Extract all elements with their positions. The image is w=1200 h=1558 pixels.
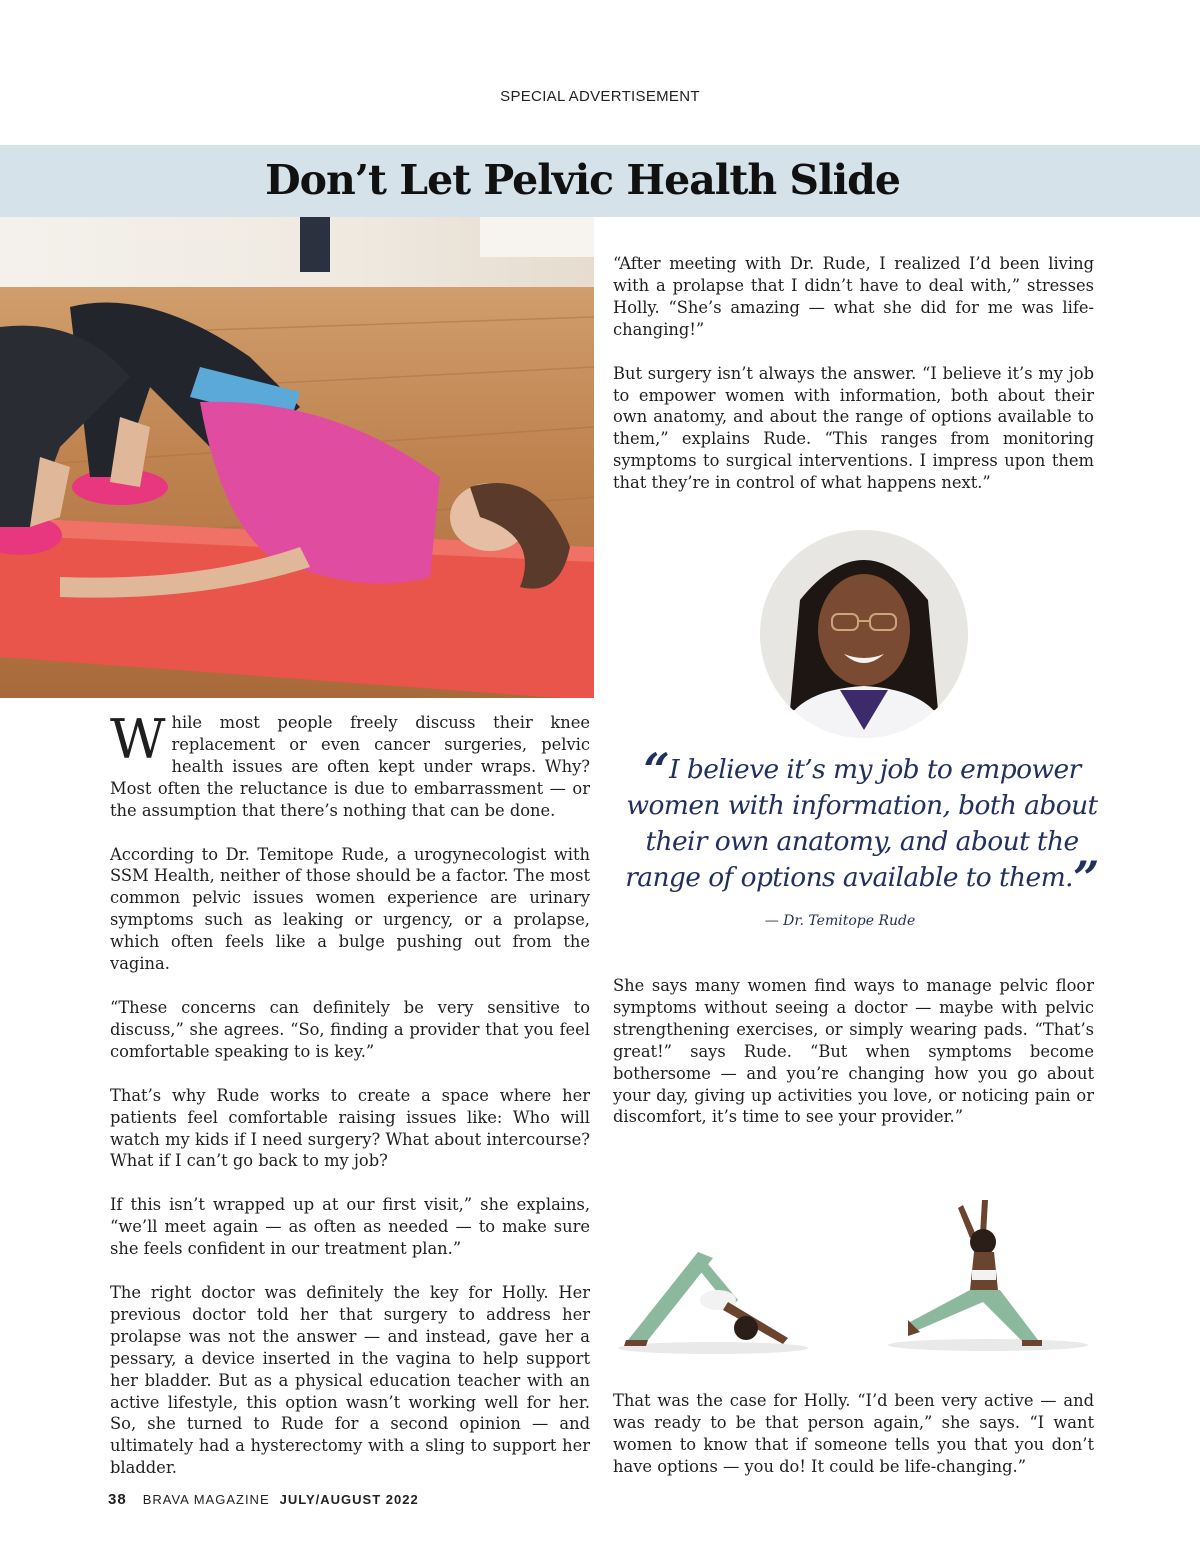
paragraph: “After meeting with Dr. Rude, I realized I’d been living with a prolapse that I didn’t have to deal with,” stresses Holly. “She’s amazing — what she did for me was life-changing!” xyxy=(613,254,1094,339)
right-column-middle xyxy=(613,975,1094,1150)
page-number: 38 xyxy=(108,1491,127,1508)
right-column-bottom xyxy=(613,1390,1094,1500)
doctor-portrait xyxy=(760,530,968,738)
paragraph: According to Dr. Temitope Rude, a urogynecologist with SSM Health, neither of those should be a factor. The most common pelvic issues women experience are urinary symptoms such as leaking or urgency, or a prolapse, which often feels like a bulge pushing out from the vagina. xyxy=(110,844,590,974)
downward-dog-figure xyxy=(624,1252,788,1346)
pull-quote-line: range of options available to them.” xyxy=(625,851,1099,905)
page-title: Don’t Let Pelvic Health Slide xyxy=(265,156,900,204)
exercise-photo xyxy=(0,217,594,698)
warrior-pose-figure xyxy=(908,1200,1042,1346)
pull-quote-line: “I believe it’s my job to empower xyxy=(643,743,1081,797)
paragraph: “These concerns can definitely be very sensitive to discuss,” she agrees. “So, finding a provider that you feel comfortable speaking to is key.” xyxy=(110,997,590,1061)
open-quote-mark: “ xyxy=(643,743,670,797)
issue-date: JULY/AUGUST 2022 xyxy=(279,1492,419,1507)
page-footer xyxy=(108,1491,419,1508)
paragraph: The right doctor was definitely the key for Holly. Her previous doctor told her that surgery to address her prolapse was not the answer — and instead, gave her a pessary, a device inserted in the vagina to help support her bladder. But as a physical education teacher with an active lifestyle, this option wasn’t working well for her. So, she turned to Rude for a second opinion — and ultimately had a hysterectomy with a sling to support her bladder. xyxy=(110,1283,590,1478)
section-kicker: SPECIAL ADVERTISEMENT xyxy=(500,88,700,105)
pull-quote-line: their own anatomy, and about the xyxy=(645,826,1079,857)
paragraph: But surgery isn’t always the answer. “I believe it’s my job to empower women with information, both about their own anatomy, and about the range of options available to them,” explains Rude. “This ranges from monitoring symptoms to surgical interventions. I impress upon them that they’re in control of what happens next.” xyxy=(613,363,1094,493)
intro-paragraph: While most people freely discuss their knee replacement or even cancer surgeries, pelvic health issues are often kept under wraps. Why? Most often the reluctance is due to embarrassment — or the assumption that there’s nothing that can be done. xyxy=(110,708,590,820)
paragraph: That’s why Rude works to create a space where her patients feel comfortable raising issues like: Who will watch my kids if I need surgery? What about intercourse? What if I can’t go back to my job? xyxy=(110,1085,590,1171)
pull-quote-line: women with information, both about xyxy=(626,790,1098,821)
yoga-illustration xyxy=(618,1190,1098,1360)
title-banner xyxy=(0,145,1200,217)
left-column xyxy=(110,708,590,1501)
close-quote-mark: ” xyxy=(1072,851,1099,905)
paragraph: She says many women find ways to manage pelvic floor symptoms without seeing a doctor — maybe with pelvic strengthening exercises, or simply wearing pads. “That’s great!” says Rude. “But when symptoms become bothersome — and you’re changing how you go about your day, giving up activities you love, or noticing pain or discomfort, it’s time to see your provider.” xyxy=(613,976,1094,1127)
right-column-top xyxy=(613,253,1094,516)
pull-quote xyxy=(612,743,1112,905)
quote-attribution: — Dr. Temitope Rude xyxy=(764,913,916,929)
paragraph: If this isn’t wrapped up at our first visit,” she explains, “we’ll meet again — as often as needed — to make sure she feels confident in our treatment plan.” xyxy=(110,1195,590,1259)
paragraph: That was the case for Holly. “I’d been very active — and was ready to be that person again,” she says. “I want women to know that if someone tells you that you don’t have options — you do! It could be life-changing.” xyxy=(613,1391,1094,1476)
magazine-name: BRAVA MAGAZINE xyxy=(142,1492,270,1507)
drop-cap: W xyxy=(110,708,166,771)
